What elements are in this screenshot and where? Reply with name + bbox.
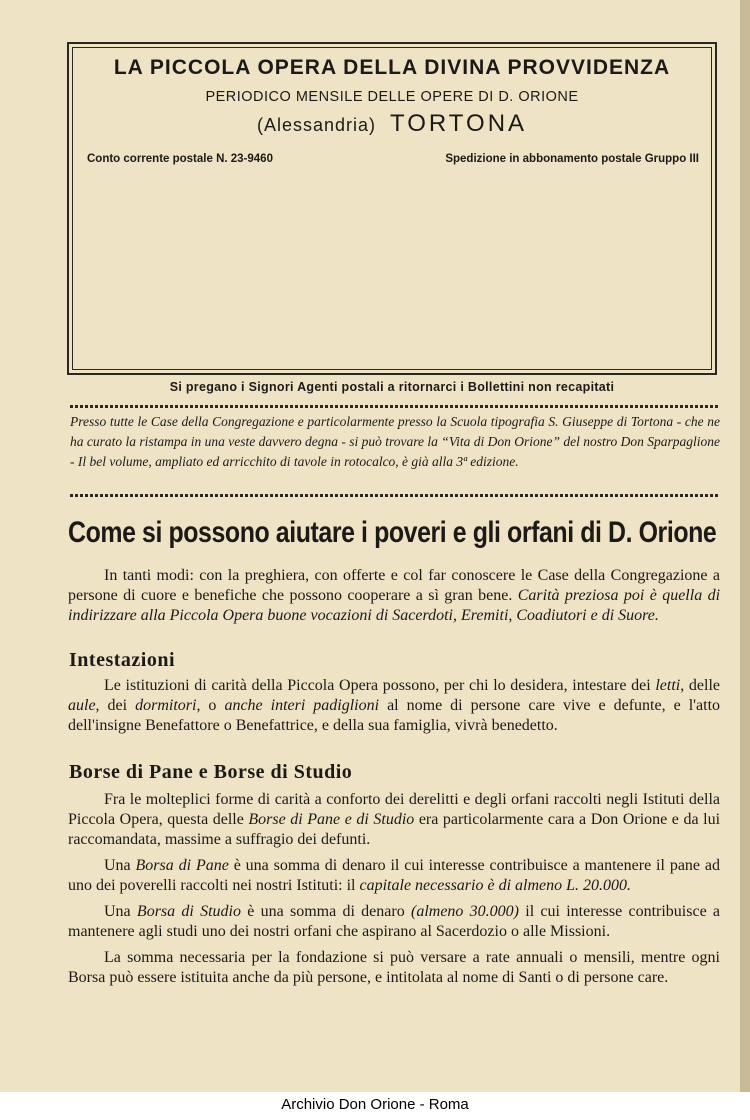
postal-shipping: Spedizione in abbonamento postale Gruppo III <box>445 153 699 165</box>
intestazioni-aule: aule <box>68 697 96 714</box>
borse-paragraph-4: La somma necessaria per la fondazione si può versare a rate annuali o mensili, mentre ogni Borsa può essere istituita anche da più persone, e intitolata al nome di Santi o di persone care. <box>68 949 720 986</box>
masthead-box <box>67 42 717 375</box>
intestazioni-padiglioni: anche interi padiglioni <box>224 697 380 714</box>
borse-p2-text-b: è una somma di denaro il cui interesse contribuisce a mantenere il pane ad uno dei poverelli raccolti nei nostri Istituti: il <box>68 857 720 894</box>
intestazioni-dormitori: dormitori <box>135 697 197 714</box>
divider-bottom <box>70 494 720 497</box>
intestazioni-paragraph <box>68 676 720 736</box>
borse-p2-emphasis-2: capitale necessario è di almeno L. 20.000. <box>359 877 632 894</box>
borse-paragraphs <box>68 790 720 988</box>
agents-notice: Si pregano i Signori Agenti postali a ritornarci i Bollettini non recapitati <box>169 380 615 394</box>
borse-paragraph-1 <box>68 790 720 850</box>
headline: Come si possono aiutare i poveri e gli orfani di D. Orione <box>68 516 717 549</box>
book-notice: Presso tutte le Case della Congregazione e particolarmente presso la Scuola tipografia S. Giuseppe di Tortona - che ne ha curato la ristampa in una veste davvero degna - si può trovare la “Vita di Don Orione” del nostro Don Sparpaglione - Il bel volume, ampliato ed arricchito di tavole in rotocalco, è già alla 3ª edizione. <box>70 414 720 469</box>
borse-p3-text-a: Una <box>104 903 131 920</box>
section-title-intestazioni: Intestazioni <box>69 649 175 671</box>
intestazioni-text-b: , delle <box>680 677 721 694</box>
archive-footer: Archivio Don Orione - Roma <box>281 1096 469 1113</box>
borse-paragraph-2 <box>68 856 720 896</box>
borse-p2-text-a: Una <box>104 857 131 874</box>
section-title-borse: Borse di Pane e Borse di Studio <box>69 761 353 783</box>
intestazioni-text-e: al nome di persone care vive e defunte, e l'atto dell'insigne Benefattore o Benefattrice, e della sua famiglia, vivrà benedetto. <box>68 697 721 734</box>
masthead-city: TORTONA <box>390 110 528 137</box>
postal-info-row <box>87 153 699 165</box>
borse-paragraph-3 <box>68 902 720 942</box>
masthead-location <box>69 110 715 138</box>
intro-emphasis: Carità preziosa poi è quella di indirizzare alla Piccola Opera buone vocazioni di Sacerdoti, Eremiti, Coadiutori e di Suore. <box>68 587 721 624</box>
page-edge <box>740 0 750 1092</box>
intro-paragraph <box>68 566 720 626</box>
postal-account: Conto corrente postale N. 23-9460 <box>87 153 273 165</box>
masthead-title: LA PICCOLA OPERA DELLA DIVINA PROVVIDENZA <box>113 56 671 79</box>
borse-p1-emphasis: Borse di Pane e di Studio <box>248 811 415 828</box>
masthead-region: (Alessandria) <box>256 115 376 135</box>
borse-p1-text-a: Fra le molteplici forme di carità a conforto dei derelitti e degli orfani raccolti negli Istituti della Piccola Opera, questa delle <box>68 791 720 828</box>
divider-top <box>70 405 720 408</box>
borse-p3-emphasis-2: (almeno 30.000) <box>410 903 520 920</box>
intestazioni-text-c: , dei <box>95 697 128 714</box>
borse-p3-emphasis: Borsa di Studio <box>136 903 242 920</box>
intestazioni-text-a: Le istituzioni di carità della Piccola Opera possono, per chi lo desidera, intestare dei <box>104 677 651 694</box>
intro-text: In tanti modi: con la preghiera, con offerte e col far conoscere le Case della Congregazione a persone di cuore e benefiche che possono cooperare a sì gran bene. <box>68 567 720 604</box>
borse-p3-text-c: il cui interesse contribuisce a mantenere agli studi uno dei nostri orfani che aspirano al Sacerdozio o alle Missioni. <box>68 903 721 940</box>
masthead-subtitle: PERIODICO MENSILE DELLE OPERE DI D. ORIONE <box>205 89 579 105</box>
intestazioni-text-d: , o <box>196 697 217 714</box>
borse-p2-emphasis: Borsa di Pane <box>135 857 229 874</box>
intestazioni-letti: letti <box>655 677 681 694</box>
borse-p1-text-b: era particolarmente cara a Don Orione e da lui raccomandata, massime a suffragio dei defunti. <box>68 811 721 848</box>
borse-p3-text-b: è una somma di denaro <box>247 903 405 920</box>
